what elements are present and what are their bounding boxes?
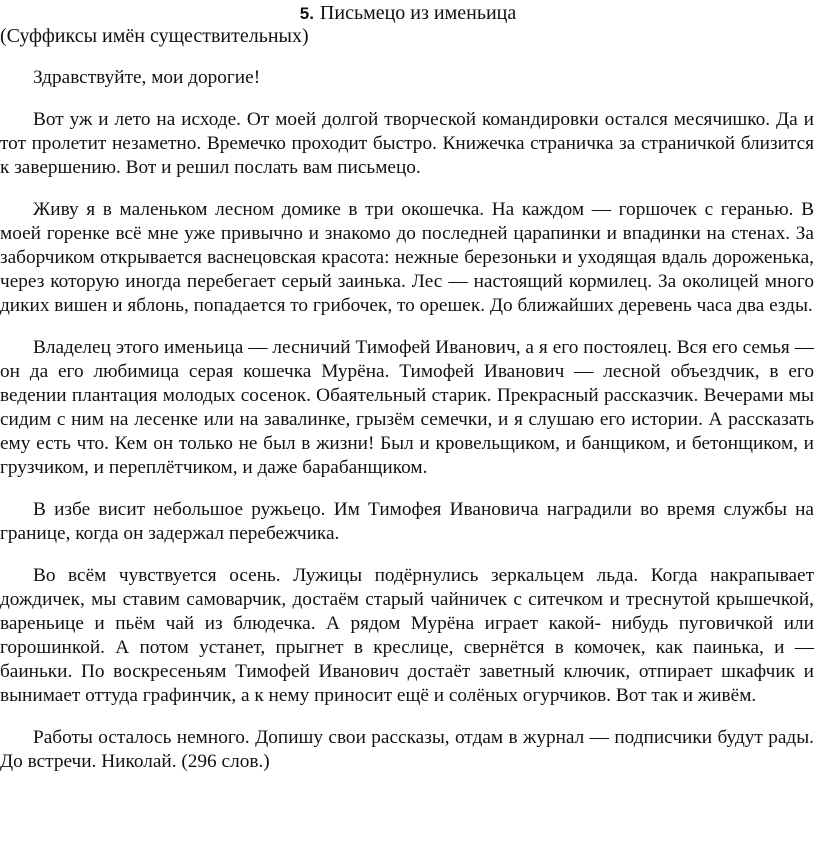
- letter-paragraph: Работы осталось немного. Допишу свои рассказы, отдам в журнал — подписчики будут рады. До встречи. Николай. (296 слов.): [0, 727, 814, 772]
- letter-greeting: Здравствуйте, мои дорогие!: [33, 67, 261, 88]
- letter-paragraph: Во всём чувствуется осень. Лужицы подёрнулись зеркальцем льда. Когда накрапывает дождичек, мы ставим самоварчик, достаём старый чайничек с ситечком и треснутой крышечкой, вареньице и пьём чай из блюдечка. А рядом Мурёна играет какой- нибудь пуговичкой или горошинкой. А потом устанет, прыгнет в креслице, свернётся в комочек, как паинька, и — баиньки. По воскресеньям Тимофей Иванович достаёт заветный ключик, отпирает шкафчик и вынимает оттуда графинчик, а к нему приносит ещё и солёных огурчиков. Вот так и живём.: [0, 565, 814, 706]
- letter-body: [0, 66, 814, 774]
- letter-paragraph: Вот уж и лето на исходе. От моей долгой творческой командировки остался месячишко. Да и тот пролетит незаметно. Времечко проходит быстро. Книжечка страничка за страничкой близится к завершению. Вот и решил послать вам письмецо.: [0, 109, 814, 178]
- letter-paragraph: В избе висит небольшое ружьецо. Им Тимофея Ивановича наградили во время службы на границе, когда он задержал перебежчика.: [0, 499, 814, 544]
- letter-paragraph: Владелец этого именьица — лесничий Тимофей Иванович, а я его постоялец. Вся его семья — он да его любимица серая кошечка Мурёна. Тимофей Иванович — лесной объездчик, в его ведении плантация молодых сосенок. Обаятельный старик. Прекрасный рассказчик. Вечерами мы сидим с ним на лесенке или на завалинке, грызём семечки, и я слушаю его истории. А рассказать ему есть что. Кем он только не был в жизни! Был и кровельщиком, и банщиком, и бетонщиком, и грузчиком, и переплётчиком, и даже барабанщиком.: [0, 337, 814, 478]
- exercise-subtitle: (Суффиксы имён существительных): [0, 25, 309, 47]
- exercise-number: 5.: [299, 4, 314, 23]
- page-title: [0, 1, 816, 26]
- letter-paragraph: Живу я в маленьком лесном домике в три окошечка. На каждом — горшочек с геранью. В моей горенке всё мне уже привычно и знакомо до последней царапинки и впадинки на стенах. За заборчиком открывается васнецовская красота: нежные березоньки и уходящая вдаль дороженька, через которую иногда перебегает серый заинька. Лес — настоящий кормилец. За околицей много диких вишен и яблонь, попадается то грибочек, то орешек. До ближайших деревень часа два езды.: [0, 199, 814, 316]
- exercise-title: Письмецо из именьица: [319, 2, 517, 24]
